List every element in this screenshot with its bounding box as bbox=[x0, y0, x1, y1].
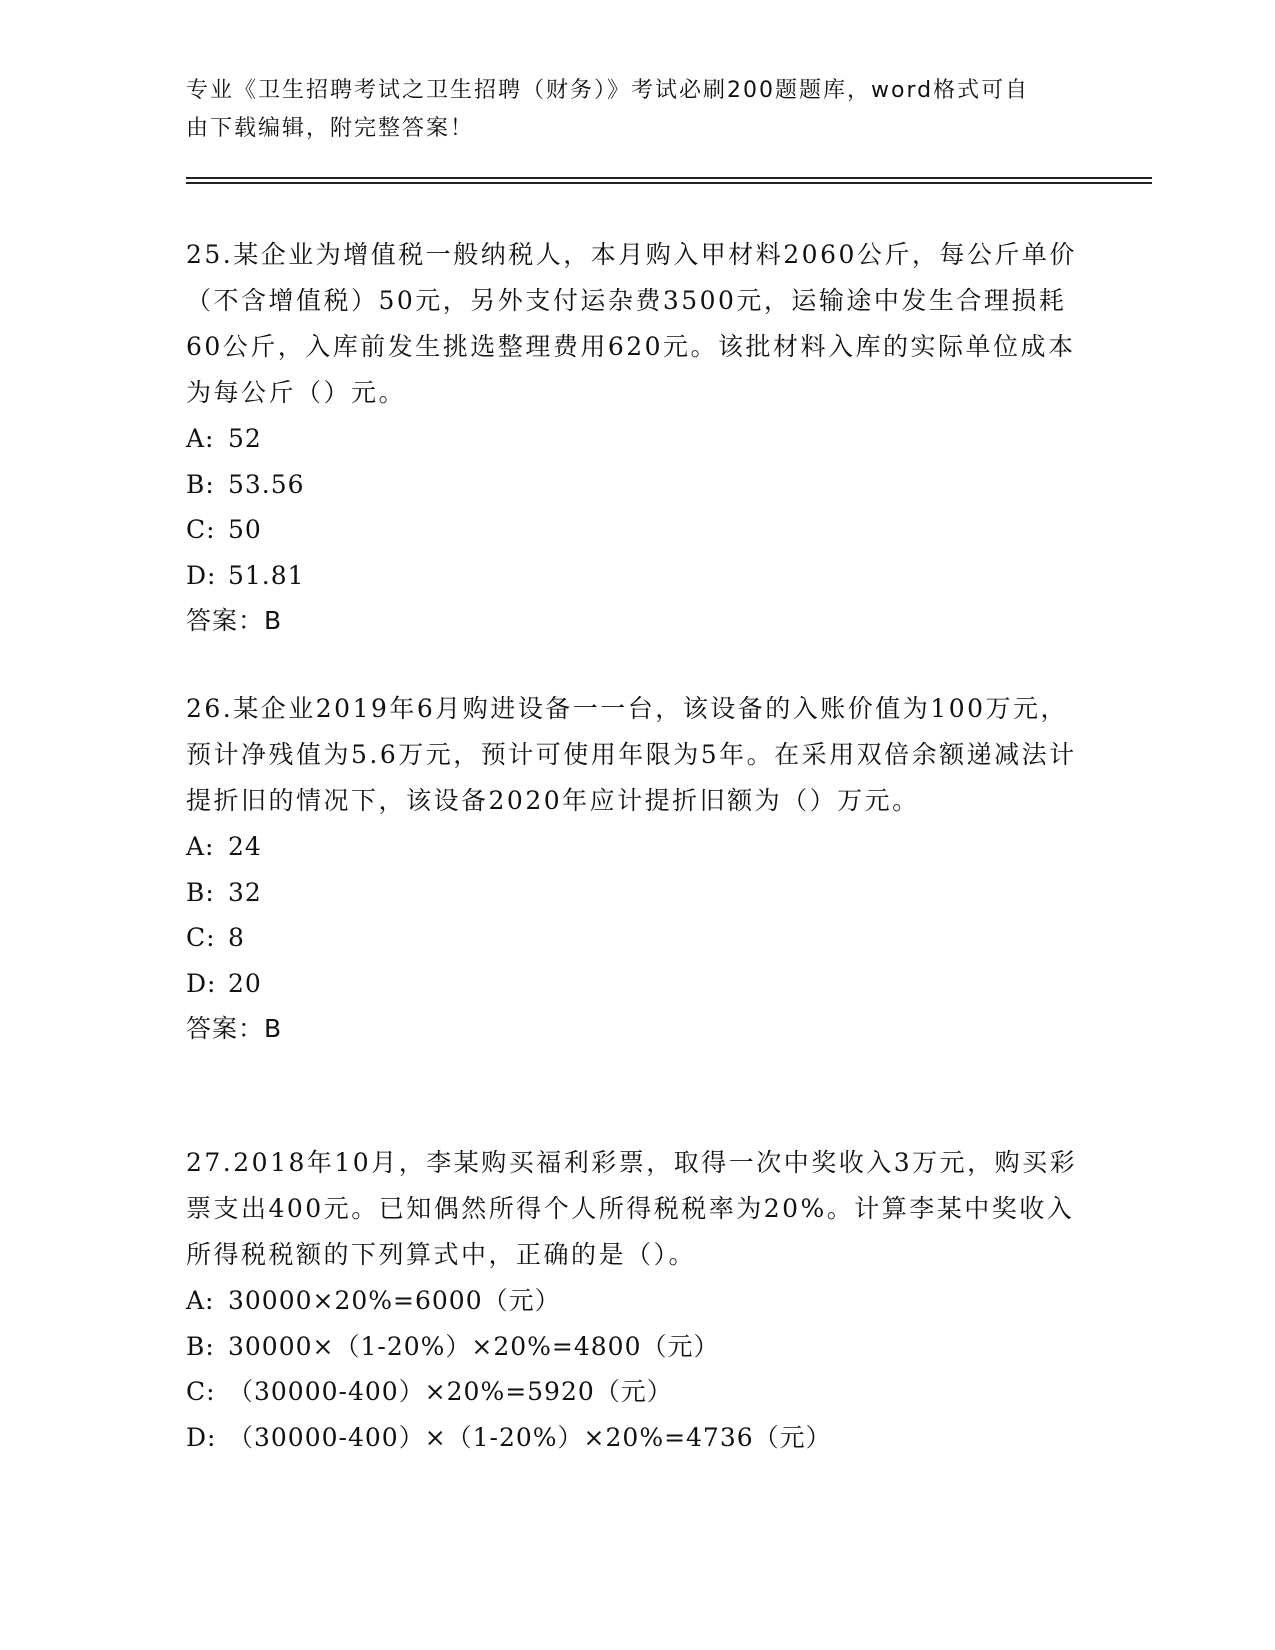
option-text: 50 bbox=[228, 515, 262, 544]
question-number: 27. bbox=[186, 1148, 234, 1177]
header-divider-bottom bbox=[186, 182, 1152, 184]
option-text: 30000×20%=6000（元） bbox=[228, 1286, 561, 1315]
option-b bbox=[186, 870, 1086, 916]
document-header bbox=[186, 72, 1066, 148]
question-number: 25. bbox=[186, 240, 234, 269]
option-text: （30000-400）×（1-20%）×20%=4736（元） bbox=[228, 1422, 832, 1452]
question-number: 26. bbox=[186, 694, 234, 723]
question-stem bbox=[186, 232, 1086, 416]
question-text: 某企业为增值税一般纳税人，本月购入甲材料2060公斤，每公斤单价（不含增值税）50元，另外支付运杂费3500元，运输途中发生合理损耗60公斤，入库前发生挑选整理费用620元。该批材料入库的实际单位成本为每公斤（）元。 bbox=[186, 240, 1077, 407]
option-c bbox=[186, 1369, 1086, 1415]
option-key: A: bbox=[186, 832, 215, 861]
option-key: B: bbox=[186, 877, 215, 907]
option-key: C: bbox=[186, 515, 216, 544]
option-c bbox=[186, 507, 1086, 553]
option-a bbox=[186, 416, 1086, 462]
option-a bbox=[186, 1278, 1086, 1324]
question-text: 2018年10月，李某购买福利彩票，取得一次中奖收入3万元，购买彩票支出400元。已知偶然所得个人所得税税率为20%。计算李某中奖收入所得税税额的下列算式中，正确的是（）。 bbox=[186, 1148, 1078, 1269]
option-c bbox=[186, 915, 1086, 961]
option-text: 30000×（1-20%）×20%=4800（元） bbox=[228, 1331, 720, 1361]
option-text: 24 bbox=[228, 832, 262, 861]
option-text: 32 bbox=[228, 877, 262, 907]
option-key: D: bbox=[186, 560, 217, 590]
answer-line: 答案：B bbox=[186, 606, 283, 635]
option-d bbox=[186, 553, 1086, 599]
option-key: C: bbox=[186, 1377, 216, 1406]
header-divider-top bbox=[186, 177, 1152, 179]
question-stem bbox=[186, 686, 1086, 824]
option-text: 53.56 bbox=[228, 469, 305, 499]
option-text: 8 bbox=[228, 923, 245, 952]
option-text: 20 bbox=[228, 968, 262, 998]
answer-line: 答案：B bbox=[186, 1014, 283, 1043]
question-26 bbox=[186, 686, 1086, 1052]
option-b bbox=[186, 1324, 1086, 1370]
option-key: D: bbox=[186, 1422, 217, 1452]
header-line-1: 专业《卫生招聘考试之卫生招聘（财务）》考试必刷200题题库，word格式可自 bbox=[186, 78, 1030, 103]
option-key: A: bbox=[186, 1286, 215, 1315]
option-d bbox=[186, 1415, 1086, 1461]
option-text: 52 bbox=[228, 424, 262, 453]
option-key: C: bbox=[186, 923, 216, 952]
option-a bbox=[186, 824, 1086, 870]
option-d bbox=[186, 961, 1086, 1007]
question-text: 某企业2019年6月购进设备一一台，该设备的入账价值为100万元，预计净残值为5.6万元，预计可使用年限为5年。在采用双倍余额递减法计提折旧的情况下，该设备2020年应计提折旧额为（）万元。 bbox=[186, 694, 1077, 815]
option-b bbox=[186, 462, 1086, 508]
option-key: B: bbox=[186, 1331, 215, 1361]
question-25 bbox=[186, 232, 1086, 644]
option-text: 51.81 bbox=[228, 560, 305, 590]
option-text: （30000-400）×20%=5920（元） bbox=[228, 1377, 673, 1406]
option-key: D: bbox=[186, 968, 217, 998]
question-stem bbox=[186, 1140, 1086, 1278]
question-27 bbox=[186, 1140, 1086, 1460]
option-key: A: bbox=[186, 424, 215, 453]
header-line-2: 由下载编辑，附完整答案！ bbox=[186, 116, 475, 141]
option-key: B: bbox=[186, 469, 215, 499]
